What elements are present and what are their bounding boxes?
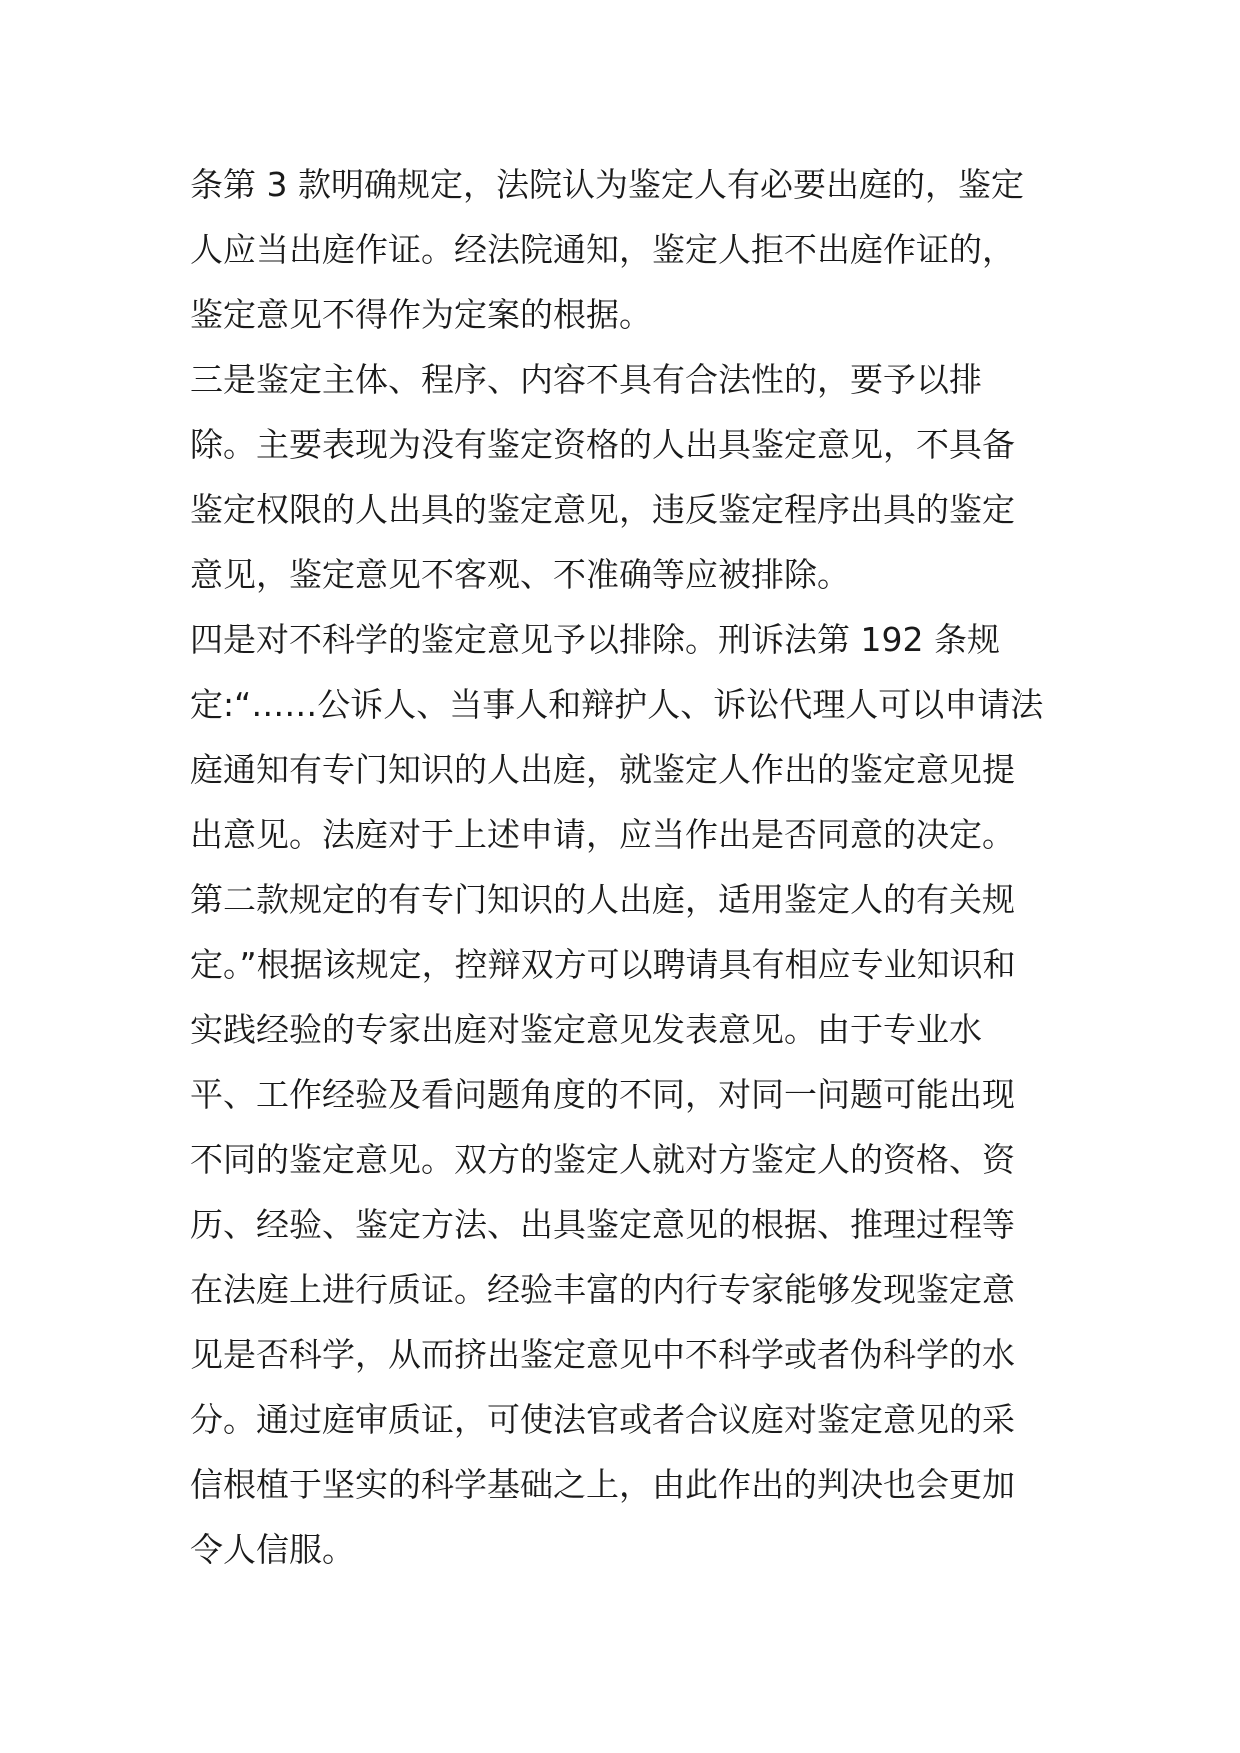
text-line: 定:“……公诉人、当事人和辩护人、诉讼代理人可以申请法 — [190, 685, 1044, 724]
text-line: 信根植于坚实的科学基础之上，由此作出的判决也会更加 — [190, 1465, 1015, 1504]
text-line: 庭通知有专门知识的人出庭，就鉴定人作出的鉴定意见提 — [190, 750, 1015, 789]
text-line: 三是鉴定主体、程序、内容不具有合法性的，要予以排 — [190, 360, 982, 399]
text-line: 定。”根据该规定，控辩双方可以聘请具有相应专业知识和 — [190, 945, 1016, 984]
text-line: 人应当出庭作证。经法院通知，鉴定人拒不出庭作证的， — [190, 230, 1015, 269]
text-line: 见是否科学，从而挤出鉴定意见中不科学或者伪科学的水 — [190, 1335, 1015, 1374]
text-line: 分。通过庭审质证，可使法官或者合议庭对鉴定意见的采 — [190, 1400, 1015, 1439]
text-line: 条第 3 款明确规定，法院认为鉴定人有必要出庭的，鉴定 — [190, 165, 1024, 204]
text-line: 平、工作经验及看问题角度的不同，对同一问题可能出现 — [190, 1075, 1015, 1114]
text-line: 鉴定意见不得作为定案的根据。 — [190, 295, 652, 334]
text-line: 令人信服。 — [190, 1530, 355, 1569]
body-text — [190, 152, 1070, 1582]
text-line: 实践经验的专家出庭对鉴定意见发表意见。由于专业水 — [190, 1010, 982, 1049]
text-line: 出意见。法庭对于上述申请，应当作出是否同意的决定。 — [190, 815, 1015, 854]
text-line: 四是对不科学的鉴定意见予以排除。刑诉法第 192 条规 — [190, 620, 1000, 659]
text-line: 在法庭上进行质证。经验丰富的内行专家能够发现鉴定意 — [190, 1270, 1015, 1309]
text-line: 意见，鉴定意见不客观、不准确等应被排除。 — [190, 555, 850, 594]
text-line: 鉴定权限的人出具的鉴定意见，违反鉴定程序出具的鉴定 — [190, 490, 1015, 529]
text-line: 历、经验、鉴定方法、出具鉴定意见的根据、推理过程等 — [190, 1205, 1015, 1244]
text-line: 不同的鉴定意见。双方的鉴定人就对方鉴定人的资格、资 — [190, 1140, 1015, 1179]
text-line: 第二款规定的有专门知识的人出庭，适用鉴定人的有关规 — [190, 880, 1015, 919]
text-line: 除。主要表现为没有鉴定资格的人出具鉴定意见，不具备 — [190, 425, 1015, 464]
